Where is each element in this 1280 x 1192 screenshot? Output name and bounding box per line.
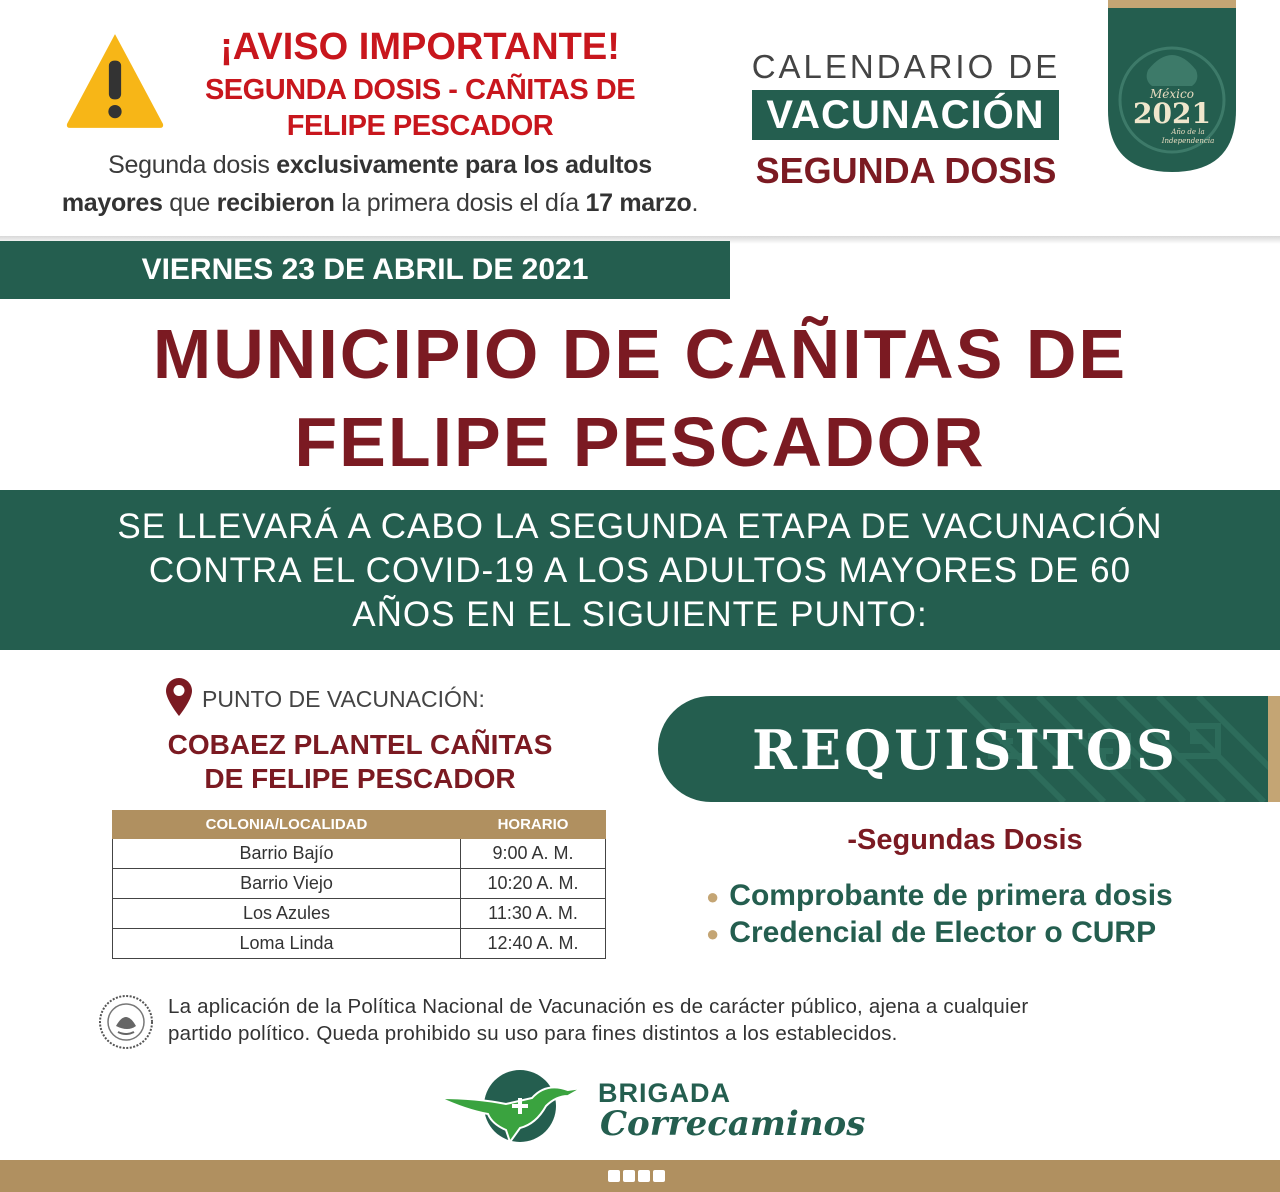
aviso-text: . — [691, 189, 699, 217]
logo-tagline2: Independencia — [1161, 137, 1215, 145]
disclaimer-line2: partido político. Queda prohibido su uso para fines distintos a los establecidos. — [168, 1022, 898, 1045]
punto-label: PUNTO DE VACUNACIÓN: — [202, 686, 485, 712]
twitter-icon[interactable] — [623, 1170, 635, 1182]
requisitos-list — [706, 878, 1266, 952]
cell-horario: 9:00 A. M. — [461, 839, 606, 869]
aviso-text-bold: 17 marzo — [585, 189, 692, 217]
calendar-title-line1: CALENDARIO DE — [751, 48, 1061, 85]
municipio-title-line1: MUNICIPIO DE CAÑITAS DE — [152, 315, 1128, 393]
punto-name — [110, 728, 610, 796]
punto-name-line1: COBAEZ PLANTEL CAÑITAS — [167, 729, 553, 760]
cell-horario: 12:40 A. M. — [461, 929, 606, 959]
cell-horario: 10:20 A. M. — [461, 869, 606, 899]
table-row — [113, 899, 606, 929]
aviso-subtitle-line1: SEGUNDA DOSIS - CAÑITAS DE — [204, 74, 636, 106]
requisitos-accent — [1268, 696, 1280, 802]
location-pin-icon — [166, 678, 192, 716]
aviso-text: la primera dosis el día — [334, 189, 586, 217]
requisitos-title: REQUISITOS — [752, 718, 1178, 782]
warning-icon — [64, 30, 166, 132]
bullet-icon: ● — [706, 921, 720, 947]
social-icons — [608, 1170, 672, 1182]
facebook-icon[interactable] — [608, 1170, 620, 1182]
mexico-2021-logo — [1108, 0, 1236, 172]
aviso-text: Segunda dosis — [108, 151, 277, 179]
cell-colonia: Barrio Bajío — [113, 839, 461, 869]
date-banner: VIERNES 23 DE ABRIL DE 2021 — [0, 241, 730, 299]
youtube-icon[interactable] — [653, 1170, 665, 1182]
logo-tagline1: Año de la — [1171, 128, 1205, 136]
brigada-subtitle: Correcaminos — [600, 1104, 866, 1144]
list-item — [706, 915, 1266, 952]
logo-year-text: 2021 — [1133, 97, 1211, 130]
calendar-title-line3: SEGUNDA DOSIS — [755, 150, 1057, 191]
announcement-line3: AÑOS EN EL SIGUIENTE PUNTO: — [352, 595, 928, 634]
calendar-title-line2: VACUNACIÓN — [752, 90, 1059, 140]
column-header-horario: HORARIO — [461, 811, 606, 839]
municipio-title-line2: FELIPE PESCADOR — [294, 403, 986, 481]
aviso-subtitle — [180, 72, 660, 144]
punto-name-line2: DE FELIPE PESCADOR — [204, 763, 516, 794]
aviso-title: ¡AVISO IMPORTANTE! — [220, 26, 620, 68]
aviso-text-bold: exclusivamente para los adultos — [276, 151, 652, 179]
cell-colonia: Barrio Viejo — [113, 869, 461, 899]
disclaimer-line1: La aplicación de la Política Nacional de Vacunación es de carácter público, ajena a cualquier — [168, 995, 1029, 1018]
cell-colonia: Loma Linda — [113, 929, 461, 959]
schedule-table — [112, 810, 606, 959]
requisitos-subtitle: -Segundas Dosis — [847, 824, 1083, 856]
announcement-line1: SE LLEVARÁ A CABO LA SEGUNDA ETAPA DE VACUNACIÓN — [117, 507, 1163, 546]
cell-horario: 11:30 A. M. — [461, 899, 606, 929]
list-item — [706, 878, 1266, 915]
aviso-text-bold: recibieron — [216, 189, 335, 217]
aviso-body — [20, 146, 740, 222]
roadrunner-logo — [436, 1068, 586, 1144]
disclaimer — [168, 993, 1248, 1047]
brigada-title: BRIGADA — [598, 1078, 731, 1108]
bullet-icon: ● — [706, 884, 720, 910]
instagram-icon[interactable] — [638, 1170, 650, 1182]
announcement-line2: CONTRA EL COVID-19 A LOS ADULTOS MAYORES DE 60 — [148, 551, 1132, 590]
aviso-subtitle-line2: FELIPE PESCADOR — [286, 110, 554, 142]
table-row — [113, 839, 606, 869]
seal-icon — [98, 994, 154, 1050]
cell-colonia: Los Azules — [113, 899, 461, 929]
table-row — [113, 929, 606, 959]
aviso-text-bold: mayores — [61, 189, 163, 217]
column-header-colonia: COLONIA/LOCALIDAD — [113, 811, 461, 839]
announcement-text — [20, 505, 1260, 637]
requisito-text: Credencial de Elector o CURP — [729, 916, 1157, 950]
table-header-row — [113, 811, 606, 839]
requisito-text: Comprobante de primera dosis — [729, 879, 1173, 912]
aviso-text: que — [162, 189, 217, 217]
table-row — [113, 869, 606, 899]
municipio-title — [40, 310, 1240, 486]
logo-mexico-text: México — [1150, 87, 1194, 101]
